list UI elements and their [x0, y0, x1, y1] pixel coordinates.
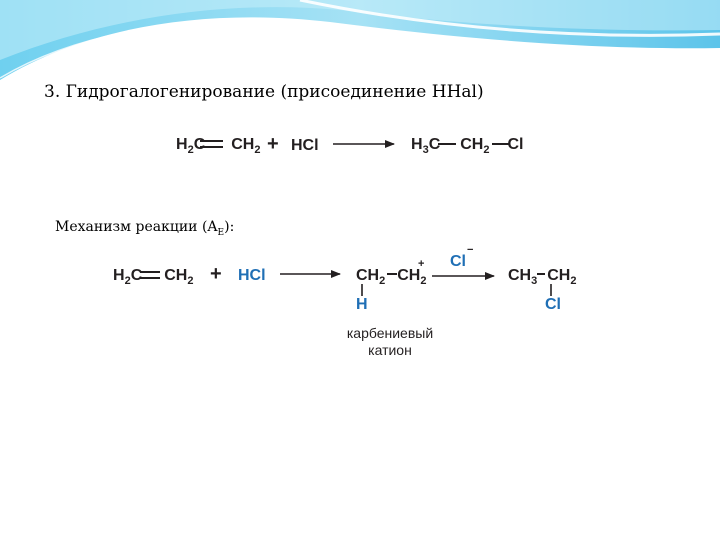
subscript: 2 — [187, 144, 194, 156]
group-ch: CH — [397, 267, 421, 284]
caption-line-2: катион — [368, 342, 412, 358]
product-chlorine: Cl — [545, 296, 561, 313]
atom-h: H — [411, 136, 423, 153]
subscript: 3 — [531, 275, 538, 287]
carbocation-intermediate — [356, 267, 427, 287]
subscript: 2 — [187, 275, 194, 287]
group-ch: CH — [547, 267, 571, 284]
subscript: 2 — [254, 144, 261, 156]
mechanism-reactant-hcl: HCl — [238, 267, 266, 284]
group-ch: CH — [356, 267, 380, 284]
group-ch: CH — [164, 267, 188, 284]
equation-product-chloroethane — [411, 136, 524, 156]
atom-c: C — [193, 136, 206, 153]
negative-charge: − — [467, 244, 474, 256]
mechanism-label-subscript: E — [217, 227, 225, 238]
mechanism-reactant-ethylene — [113, 267, 194, 287]
slide-title: 3. Гидрогалогенирование (присоединение HHal) — [44, 82, 484, 102]
caption-line-1: карбениевый — [346, 325, 434, 341]
atom-h: H — [113, 267, 125, 284]
header-wave-decoration — [0, 0, 720, 90]
mechanism-product — [508, 267, 577, 287]
equation-plus-sign: + — [267, 133, 279, 155]
group-ch: CH — [508, 267, 532, 284]
subscript: 2 — [379, 275, 386, 287]
intermediate-hydrogen: H — [356, 296, 368, 313]
group-ch: CH — [231, 136, 255, 153]
subscript: 2 — [124, 275, 131, 287]
mechanism-plus-sign: + — [210, 263, 222, 285]
mechanism-label-end: ): — [224, 219, 235, 235]
carbocation-caption — [325, 325, 455, 359]
equation-reactant-ethylene — [176, 136, 261, 156]
atom-c: C — [428, 136, 441, 153]
mechanism-label — [55, 219, 234, 238]
atom-c: C — [130, 267, 143, 284]
mechanism-label-text: Механизм реакции (A — [55, 219, 218, 235]
group-ch: CH — [460, 136, 484, 153]
positive-charge: + — [418, 258, 425, 270]
atom-cl: Cl — [507, 136, 524, 153]
chloride-anion: Cl — [450, 253, 466, 270]
subscript: 2 — [570, 275, 577, 287]
subscript: 2 — [420, 275, 427, 287]
subscript: 3 — [422, 144, 429, 156]
equation-reactant-hcl: HCl — [291, 137, 319, 154]
atom-h: H — [176, 136, 188, 153]
subscript: 2 — [483, 144, 490, 156]
